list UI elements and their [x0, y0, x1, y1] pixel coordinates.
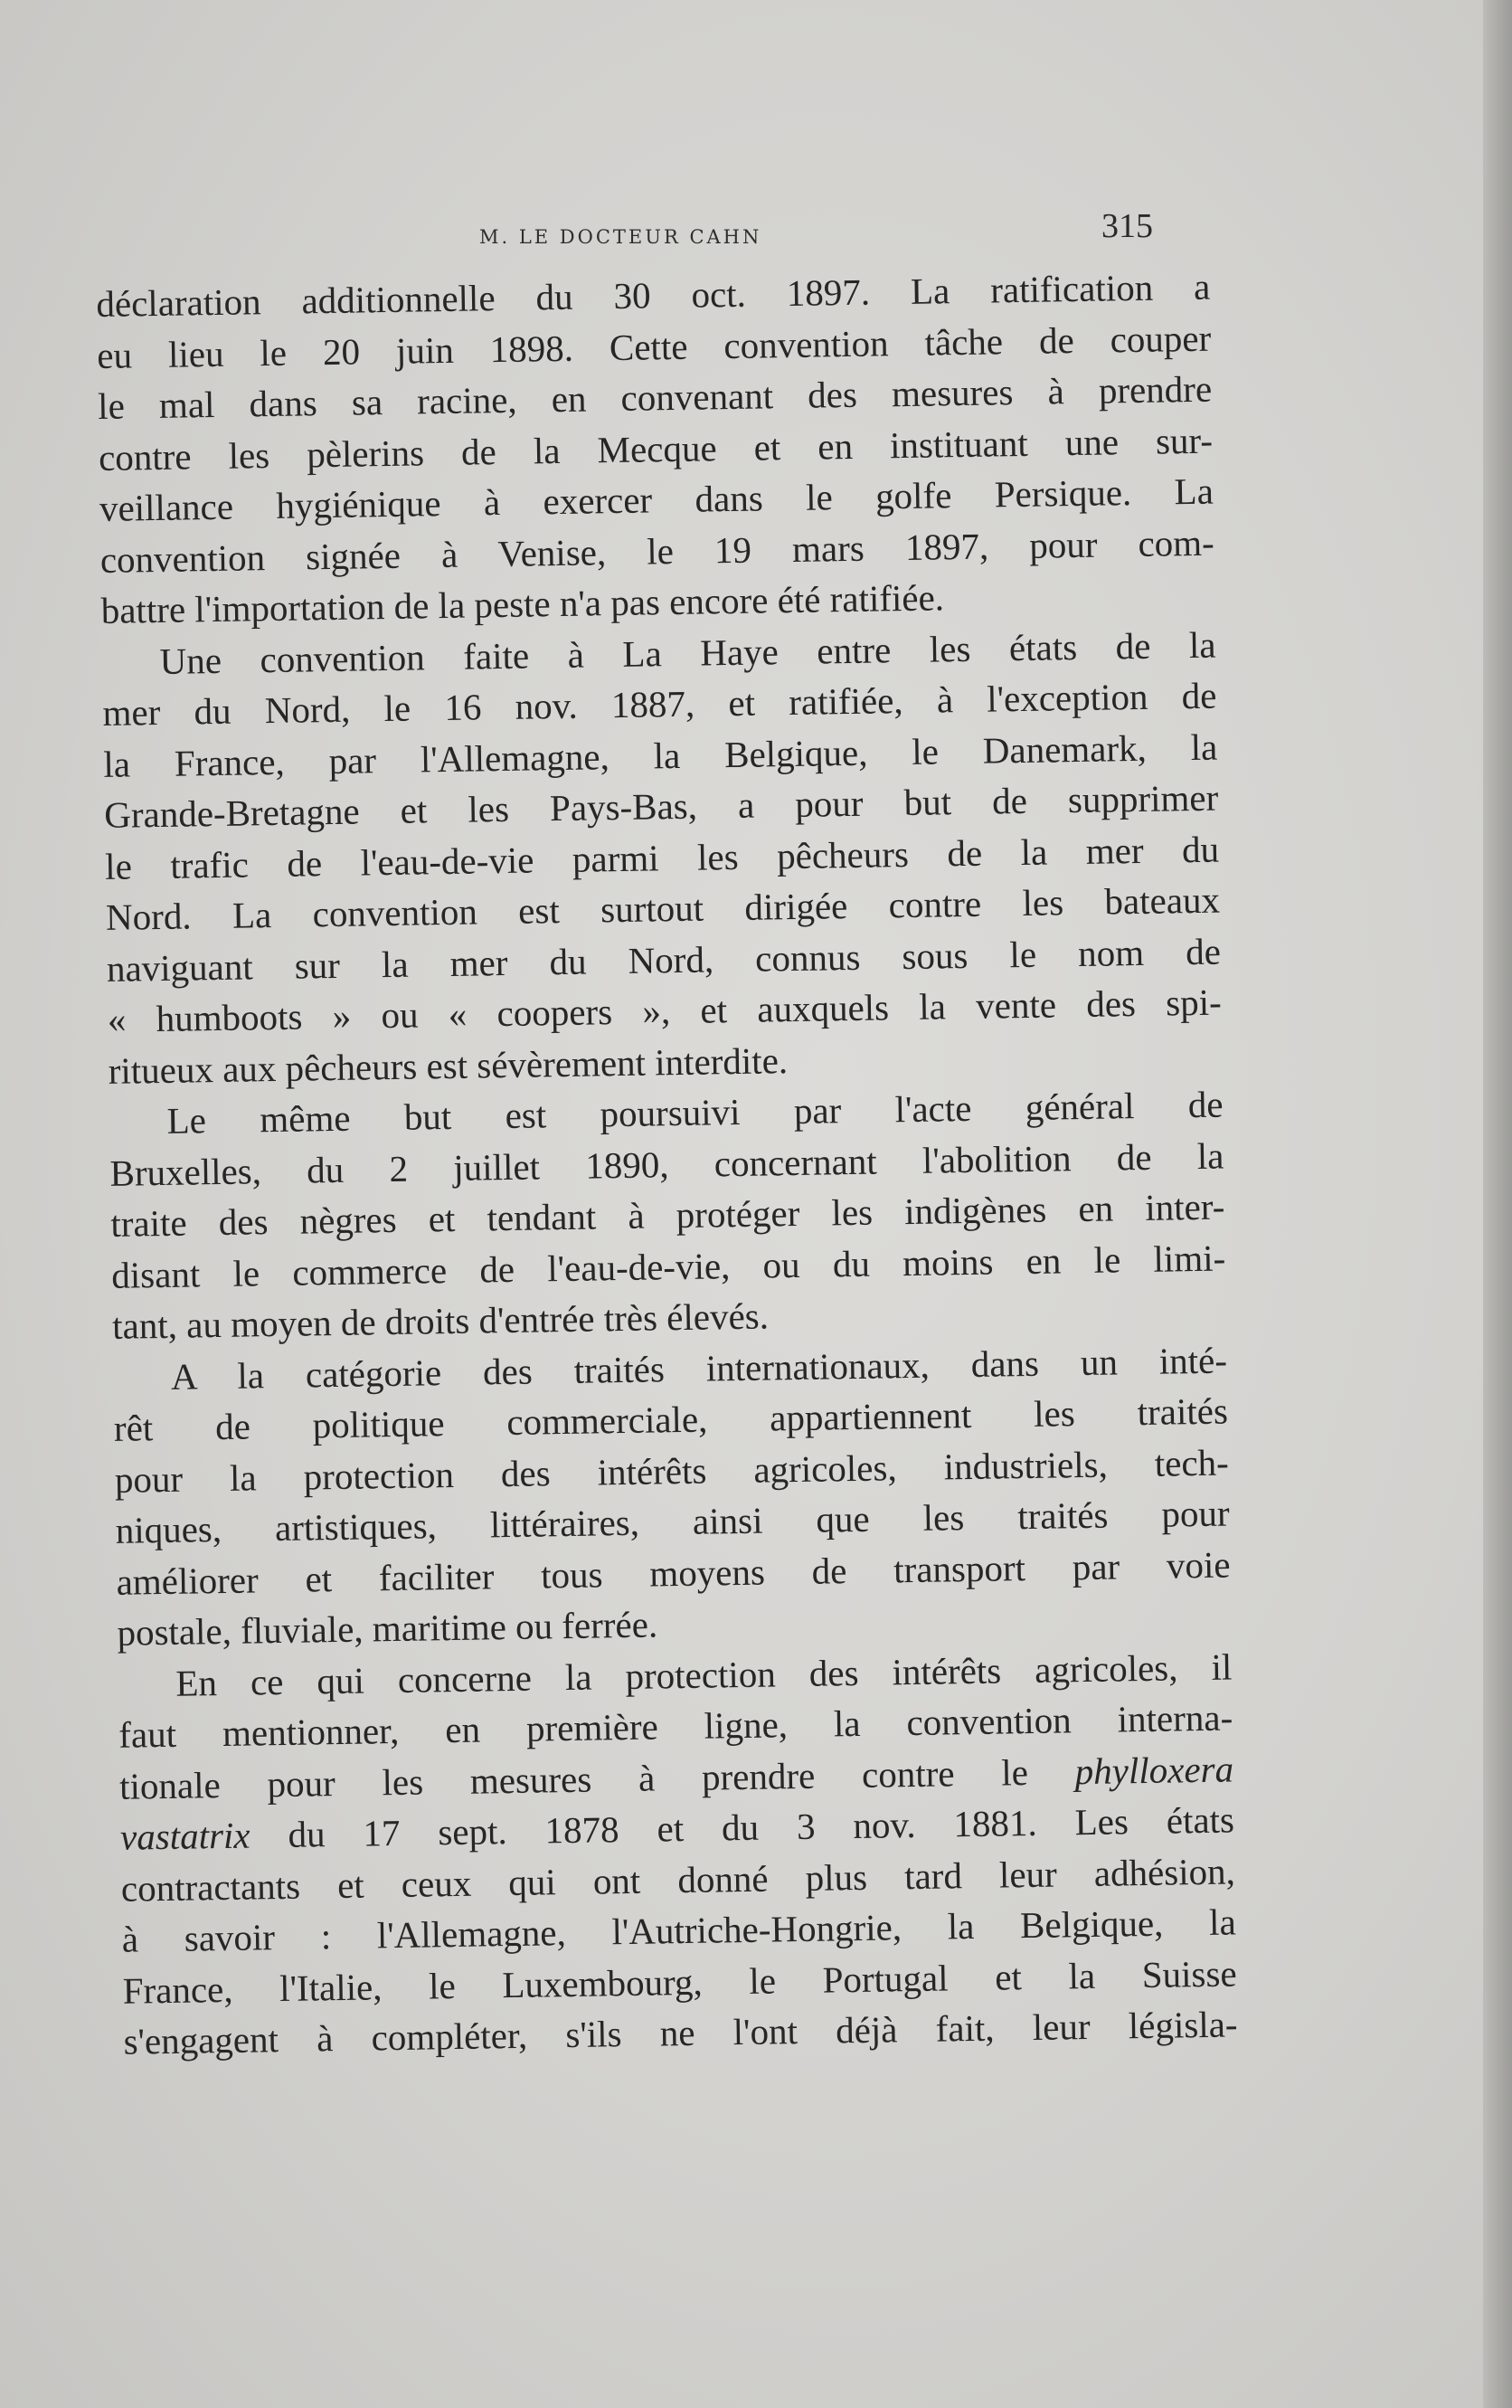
text-line: améliorer et faciliter tous moyens de transport par voie — [116, 1542, 1231, 1603]
text-line: faut mentionner, en première ligne, la convention interna- — [118, 1696, 1233, 1756]
italic-term: phylloxera — [1074, 1747, 1234, 1792]
text-line: le trafic de l'eau-de-vie parmi les pêcheurs de la mer du — [104, 828, 1220, 887]
text-line: « humboots » ou « coopers », et auxquels la vente des spi- — [107, 981, 1223, 1040]
text-line: En ce qui concerne la protection des intérêts agricoles, il — [175, 1645, 1233, 1704]
text-line: eu lieu le 20 juin 1898. Cette convention tâche de couper — [96, 317, 1212, 376]
running-head: M. LE DOCTEUR CAHN — [479, 226, 762, 248]
text-line: tant, au moyen de droits d'entrée très élevés. — [111, 1294, 770, 1347]
text-line: niques, artistiques, littéraires, ainsi que les traités pour — [115, 1492, 1230, 1551]
text-line: déclaration additionnelle du 30 oct. 1897. La ratification a — [96, 265, 1211, 325]
paragraph — [113, 1334, 1232, 1658]
text-line: contractants et ceux qui ont donné plus tard leur adhésion, — [120, 1849, 1236, 1910]
text-line: A la catégorie des traités internationaux, dans un inté- — [170, 1339, 1228, 1398]
text-line: convention signée à Venise, le 19 mars 1897, pour com- — [99, 521, 1215, 581]
text-line: Bruxelles, du 2 juillet 1890, concernant l'abolition de la — [109, 1134, 1224, 1194]
paragraph — [101, 619, 1223, 1096]
text-line: Une convention faite à La Haye entre les états de la — [159, 623, 1216, 682]
text-line: Grande-Bretagne et les Pays-Bas, a pour but de supprimer — [103, 776, 1219, 836]
text-line: à savoir : l'Allemagne, l'Autriche-Hongrie, la Belgique, la — [121, 1901, 1237, 1960]
text-line: ritueux aux pêcheurs est sévèrement interdite. — [108, 1038, 789, 1092]
text-line: disant le commerce de l'eau-de-vie, ou du moins en le limi- — [110, 1237, 1226, 1296]
text-line-segment: du 17 sept. 1878 et du 3 nov. 1881. Les états — [288, 1798, 1235, 1855]
text-line: Le même but est poursuivi par l'acte général de — [166, 1083, 1224, 1142]
text-line: mer du Nord, le 16 nov. 1887, et ratifiée, à l'exception de — [102, 674, 1217, 734]
text-line: pour la protection des intérêts agricoles, industriels, tech- — [114, 1440, 1230, 1501]
text-line: rêt de politique commerciale, appartiennent les traités — [113, 1389, 1229, 1449]
text-line: traite des nègres et tendant à protéger les indigènes en inter- — [110, 1185, 1225, 1245]
body-text — [96, 261, 1238, 2068]
paragraph — [96, 261, 1215, 637]
text-line: la France, par l'Allemagne, la Belgique, le Danemark, la — [103, 725, 1218, 785]
text-line: Nord. La convention est surtout dirigée contre les bateaux — [105, 878, 1221, 938]
text-line: s'engagent à compléter, s'ils ne l'ont déjà fait, leur législa- — [123, 2003, 1238, 2062]
text-line: naviguant sur la mer du Nord, connus sous le nom de — [106, 930, 1222, 990]
text-line: le mal dans sa racine, en convenant des mesures à prendre — [97, 367, 1213, 427]
text-line: contre les pèlerins de la Mecque et en instituant une sur- — [98, 419, 1214, 479]
paragraph — [118, 1641, 1238, 2067]
text-line: France, l'Italie, le Luxembourg, le Portugal et la Suisse — [122, 1951, 1237, 2012]
text-line: veillance hygiénique à exercer dans le golfe Persique. La — [99, 469, 1214, 529]
text-line-segment: tionale pour les mesures à prendre contre le — [118, 1749, 1076, 1807]
italic-term: vastatrix — [119, 1814, 250, 1858]
text-line: postale, fluviale, maritime ou ferrée. — [117, 1603, 658, 1654]
page-edge-shadow — [1483, 0, 1512, 2408]
paragraph — [109, 1079, 1226, 1352]
page-number: 315 — [1101, 207, 1153, 245]
text-line: battre l'importation de la peste n'a pas encore été ratifiée. — [100, 576, 945, 631]
page-header — [0, 206, 1512, 261]
